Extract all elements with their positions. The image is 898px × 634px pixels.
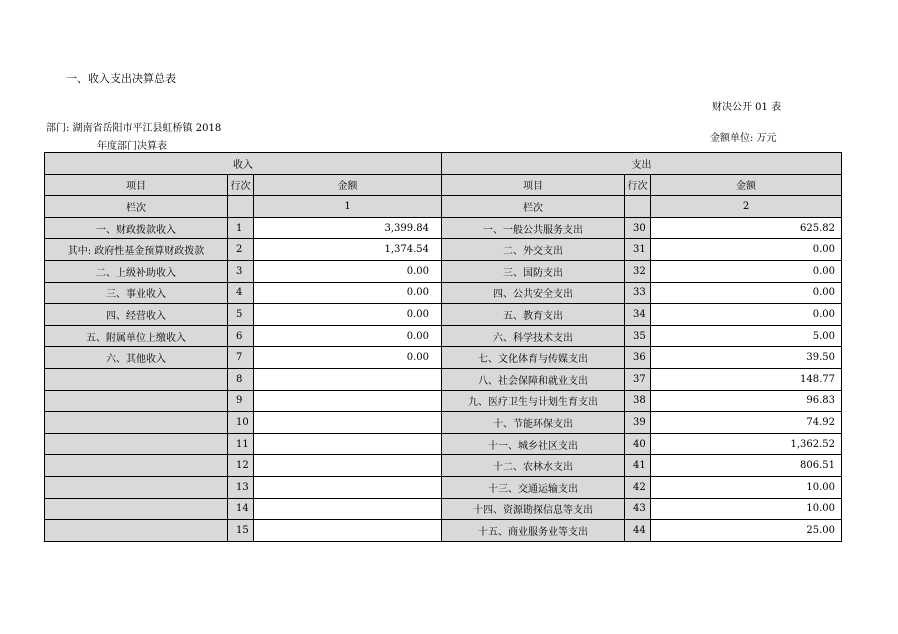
table-row (45, 325, 842, 347)
income-item: 五、附属单位上缴收入 (45, 325, 228, 347)
form-number: 财决公开 01 表 (712, 102, 782, 113)
expense-item: 十三、交通运输支出 (442, 476, 625, 498)
income-item (45, 412, 228, 434)
income-col-row: 行次 (228, 174, 254, 196)
income-row-number: 8 (228, 368, 254, 390)
income-row-number: 1 (228, 217, 254, 239)
table-row (45, 412, 842, 434)
income-amount (254, 455, 442, 477)
expense-item: 五、教育支出 (442, 304, 625, 326)
income-row-number: 10 (228, 412, 254, 434)
expense-col-item: 项目 (442, 174, 625, 196)
income-amount: 0.00 (254, 304, 442, 326)
expense-amount: 806.51 (651, 455, 842, 477)
expense-amount: 0.00 (651, 260, 842, 282)
expense-amount: 10.00 (651, 476, 842, 498)
expense-item: 三、国防支出 (442, 260, 625, 282)
income-col-item: 项目 (45, 174, 228, 196)
income-index-label: 栏次 (45, 196, 228, 218)
expense-row-number: 40 (625, 433, 651, 455)
income-item (45, 476, 228, 498)
income-item: 三、事业收入 (45, 282, 228, 304)
income-row-number: 7 (228, 347, 254, 369)
expense-row-number: 42 (625, 476, 651, 498)
income-expense-table (44, 152, 842, 542)
income-amount: 0.00 (254, 260, 442, 282)
expense-row-number: 37 (625, 368, 651, 390)
expense-amount: 96.83 (651, 390, 842, 412)
expense-item: 六、科学技术支出 (442, 325, 625, 347)
expense-row-number: 33 (625, 282, 651, 304)
income-row-number: 15 (228, 520, 254, 542)
expense-index-label: 栏次 (442, 196, 625, 218)
expense-amount: 74.92 (651, 412, 842, 434)
income-index-blank (228, 196, 254, 218)
table-row (45, 368, 842, 390)
column-index-row (45, 196, 842, 218)
expense-amount: 0.00 (651, 304, 842, 326)
income-item (45, 498, 228, 520)
income-row-number: 11 (228, 433, 254, 455)
expense-item: 十、节能环保支出 (442, 412, 625, 434)
expense-index-blank (625, 196, 651, 218)
income-item (45, 368, 228, 390)
income-amount: 0.00 (254, 347, 442, 369)
expense-item: 一、一般公共服务支出 (442, 217, 625, 239)
expense-amount: 0.00 (651, 282, 842, 304)
income-row-number: 12 (228, 455, 254, 477)
expense-amount: 1,362.52 (651, 433, 842, 455)
expense-item: 七、文化体育与传媒支出 (442, 347, 625, 369)
income-row-number: 5 (228, 304, 254, 326)
expense-row-number: 30 (625, 217, 651, 239)
income-amount (254, 412, 442, 434)
income-item: 一、财政拨款收入 (45, 217, 228, 239)
expense-item: 十一、城乡社区支出 (442, 433, 625, 455)
department-line-1: 部门: 湖南省岳阳市平江县虹桥镇 2018 (46, 123, 222, 134)
expense-row-number: 41 (625, 455, 651, 477)
table-row (45, 390, 842, 412)
income-item: 六、其他收入 (45, 347, 228, 369)
expense-row-number: 36 (625, 347, 651, 369)
expense-col-amount: 金额 (651, 174, 842, 196)
expense-row-number: 38 (625, 390, 651, 412)
expense-header: 支出 (442, 153, 842, 175)
expense-row-number: 35 (625, 325, 651, 347)
income-row-number: 14 (228, 498, 254, 520)
income-item: 四、经营收入 (45, 304, 228, 326)
table-row (45, 498, 842, 520)
table-row (45, 433, 842, 455)
expense-item: 四、公共安全支出 (442, 282, 625, 304)
income-row-number: 13 (228, 476, 254, 498)
income-header: 收入 (45, 153, 442, 175)
expense-row-number: 39 (625, 412, 651, 434)
table-row (45, 520, 842, 542)
table-row (45, 455, 842, 477)
expense-amount: 625.82 (651, 217, 842, 239)
expense-item: 九、医疗卫生与计划生育支出 (442, 390, 625, 412)
expense-amount: 148.77 (651, 368, 842, 390)
income-row-number: 9 (228, 390, 254, 412)
income-amount (254, 433, 442, 455)
expense-row-number: 43 (625, 498, 651, 520)
income-amount: 3,399.84 (254, 217, 442, 239)
table-row (45, 239, 842, 261)
expense-amount: 5.00 (651, 325, 842, 347)
expense-col-row: 行次 (625, 174, 651, 196)
income-index-value: 1 (254, 196, 442, 218)
expense-item: 十四、资源勘探信息等支出 (442, 498, 625, 520)
table-row (45, 282, 842, 304)
expense-index-value: 2 (651, 196, 842, 218)
table-row (45, 476, 842, 498)
income-row-number: 4 (228, 282, 254, 304)
income-amount: 1,374.54 (254, 239, 442, 261)
income-row-number: 3 (228, 260, 254, 282)
expense-amount: 10.00 (651, 498, 842, 520)
expense-row-number: 31 (625, 239, 651, 261)
table-row (45, 260, 842, 282)
section-header-row (45, 153, 842, 175)
income-item (45, 520, 228, 542)
income-amount (254, 498, 442, 520)
table-row (45, 217, 842, 239)
expense-amount: 39.50 (651, 347, 842, 369)
income-row-number: 2 (228, 239, 254, 261)
income-amount: 0.00 (254, 325, 442, 347)
income-item (45, 390, 228, 412)
expense-item: 十五、商业服务业等支出 (442, 520, 625, 542)
amount-unit: 金额单位: 万元 (710, 133, 777, 144)
income-row-number: 6 (228, 325, 254, 347)
expense-row-number: 44 (625, 520, 651, 542)
department-line-2: 年度部门决算表 (97, 141, 167, 152)
income-amount (254, 368, 442, 390)
income-item: 其中: 政府性基金预算财政拨款 (45, 239, 228, 261)
expense-amount: 25.00 (651, 520, 842, 542)
income-amount (254, 390, 442, 412)
income-item (45, 455, 228, 477)
column-header-row (45, 174, 842, 196)
income-amount: 0.00 (254, 282, 442, 304)
expense-row-number: 32 (625, 260, 651, 282)
table-row (45, 304, 842, 326)
expense-item: 八、社会保障和就业支出 (442, 368, 625, 390)
income-item (45, 433, 228, 455)
expense-item: 十二、农林水支出 (442, 455, 625, 477)
income-col-amount: 金额 (254, 174, 442, 196)
expense-item: 二、外交支出 (442, 239, 625, 261)
income-item: 二、上级补助收入 (45, 260, 228, 282)
income-amount (254, 476, 442, 498)
expense-row-number: 34 (625, 304, 651, 326)
table-row (45, 347, 842, 369)
page-heading: 一、收入支出决算总表 (66, 72, 176, 85)
expense-amount: 0.00 (651, 239, 842, 261)
income-amount (254, 520, 442, 542)
